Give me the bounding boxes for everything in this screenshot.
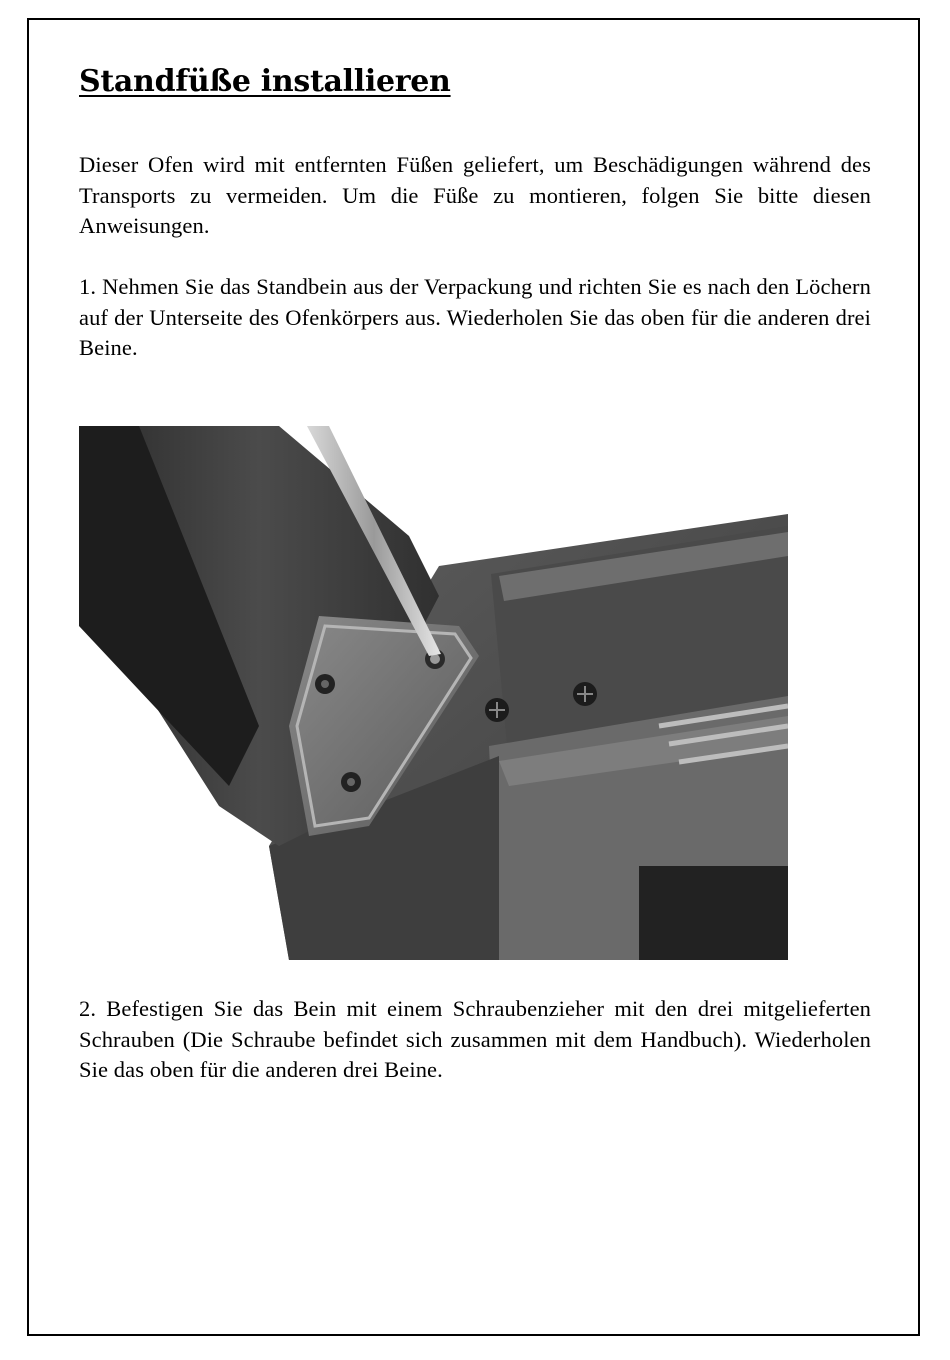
intro-paragraph: Dieser Ofen wird mit entfernten Füßen geliefert, um Beschädigungen während des Transports zu vermeiden. Um die Füße zu montieren, folgen Sie bitte diesen Anweisungen. [79,152,871,238]
step-2-paragraph: 2. Befestigen Sie das Bein mit einem Schraubenzieher mit den drei mitgelieferten Schrauben (Die Schraube befindet sich zusammen mit dem Handbuch). Wiederholen Sie das oben für die anderen drei Beine. [79,996,871,1082]
leg-installation-photo [79,426,788,960]
step-1-paragraph: 1. Nehmen Sie das Standbein aus der Verpackung und richten Sie es nach den Löchern auf der Unterseite des Ofenkörpers aus. Wiederholen Sie das oben für die anderen drei Beine. [79,274,871,360]
oven-dark-opening [639,866,788,960]
page-title: Standfüße installieren [79,64,451,99]
